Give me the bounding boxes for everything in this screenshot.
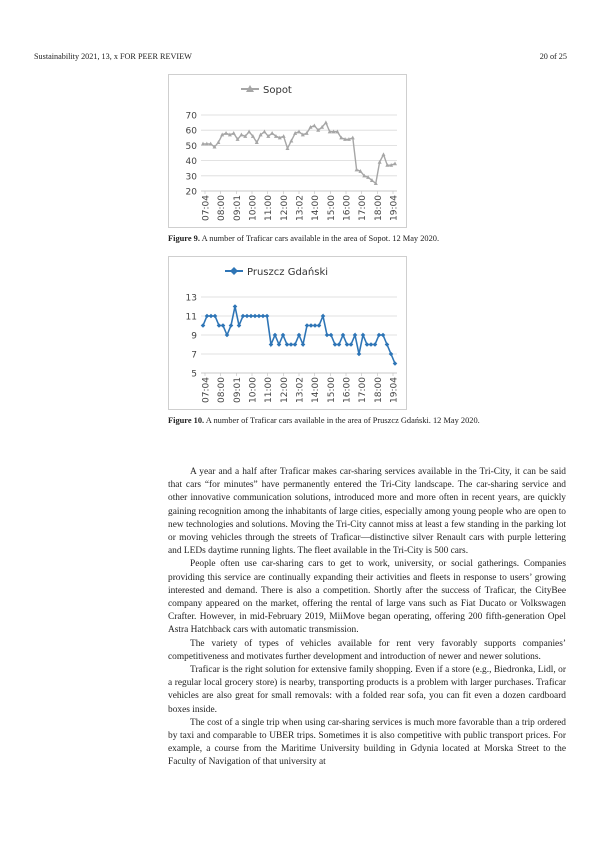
data-point [393, 361, 398, 366]
page-header [34, 52, 567, 66]
figure-10-label: Figure 10. [168, 416, 205, 425]
x-tick-label: 18:00 [373, 195, 384, 221]
x-tick-label: 11:00 [264, 377, 275, 403]
data-point [369, 342, 374, 347]
paragraph: A year and a half after Traficar makes car-sharing services available in the Tri-City, it can be said that cars “for minutes” have permanently entered the Tri-City landscape. The car-sharing service and other innovative communication solutions, introduced more and more often in recent years, are quickly gaining recognition among the inhabitants of large cities, especially among young people who are open to new technologies and solutions. Moving the Tri-City cannot miss at least a few standing in the parking lot or moving vehicles through the streets of Traficar—distinctive silver Renault cars with purple lettering and LEDs daytime running lights. The fleet available in the Tri-City is 500 cars. [168, 467, 566, 557]
y-tick-label: 11 [185, 312, 197, 323]
data-point [224, 131, 228, 135]
pruszcz-chart [168, 256, 407, 410]
data-point [273, 333, 278, 338]
x-tick-label: 19:04 [389, 377, 400, 403]
data-point [205, 314, 210, 319]
x-tick-label: 16:00 [342, 195, 353, 221]
data-point [377, 333, 382, 338]
x-tick-label: 15:00 [326, 195, 337, 221]
data-point [305, 323, 310, 328]
data-point [289, 342, 294, 347]
data-point [297, 333, 302, 338]
legend-label: Sopot [263, 85, 292, 96]
data-point [381, 333, 386, 338]
figure-9-text: A number of Traficar cars available in the area of Sopot. 12 May 2020. [199, 234, 440, 243]
paragraph: People often use car-sharing cars to get to work, university, or social gatherings. Companies providing this service are continually expanding their activities and fleets in response to users’ growing interested and demand. There is also a competition. Shortly after the success of Traficar, the CityBee company appeared on the market, offering the rental of large vans such as Fiat Ducato or Volkswagen Crafter. However, in mid-February 2019, MiiMove began operating, offering 200 fifth-generation Opel Astra Hatchback cars with automatic transmission. [168, 559, 566, 636]
data-point [253, 314, 258, 319]
data-point [261, 314, 266, 319]
data-point [233, 304, 238, 309]
y-tick-label: 20 [185, 187, 197, 198]
data-point [349, 342, 354, 347]
data-point [381, 152, 385, 156]
chart-svg [169, 257, 406, 409]
x-tick-label: 14:00 [311, 195, 322, 221]
x-tick-label: 09:01 [232, 195, 243, 221]
data-point [373, 342, 378, 347]
page-number: 20 of 25 [539, 52, 567, 61]
x-tick-label: 10:00 [248, 377, 259, 403]
x-tick-label: 16:00 [342, 377, 353, 403]
body-text [168, 466, 566, 770]
data-point [317, 323, 322, 328]
data-point [245, 314, 250, 319]
data-point [361, 333, 366, 338]
data-point [313, 323, 318, 328]
sopot-chart [168, 74, 407, 228]
x-tick-label: 13:02 [295, 195, 306, 221]
data-point [237, 323, 242, 328]
data-point [337, 342, 342, 347]
data-point [232, 131, 236, 135]
data-point [341, 333, 346, 338]
data-point [293, 342, 298, 347]
data-point [277, 342, 282, 347]
figure-10-text: A number of Traficar cars available in the area of Pruszcz Gdański. 12 May 2020. [204, 416, 480, 425]
x-tick-label: 13:02 [295, 377, 306, 403]
data-point [213, 314, 218, 319]
y-tick-label: 60 [185, 126, 197, 137]
y-tick-label: 50 [185, 141, 197, 152]
x-tick-label: 19:04 [389, 195, 400, 221]
y-tick-label: 9 [191, 331, 197, 342]
data-point [257, 314, 262, 319]
chart-legend [225, 266, 328, 278]
paragraph: The variety of types of vehicles available for rent very favorably supports companies’ competitiveness and motivates further development and introduction of newer and newer solutions. [168, 638, 566, 662]
data-point [385, 342, 390, 347]
paragraph: The cost of a single trip when using car-sharing services is much more favorable than a trip ordered by taxi and comparable to UBER trips. Sometimes it is also competitive with public transport prices. For example, a course from the Maritime University building in Gdynia located at Morska Street to the Faculty of Navigation of that university at [168, 717, 566, 768]
chart-svg [169, 75, 406, 227]
data-point [357, 352, 362, 357]
journal-citation: Sustainability 2021, 13, x FOR PEER REVIEW [34, 52, 192, 61]
data-point [312, 123, 316, 127]
data-point [217, 323, 222, 328]
data-point [329, 333, 334, 338]
data-point [281, 333, 286, 338]
x-tick-label: 15:00 [326, 377, 337, 403]
y-tick-label: 7 [191, 350, 197, 361]
y-tick-label: 30 [185, 172, 197, 183]
data-point [269, 342, 274, 347]
data-point [393, 161, 397, 165]
data-point [353, 333, 358, 338]
x-tick-label: 18:00 [373, 377, 384, 403]
x-tick-label: 09:01 [232, 377, 243, 403]
data-point [221, 323, 226, 328]
legend-marker [230, 267, 238, 275]
x-tick-label: 11:00 [264, 195, 275, 221]
data-point [229, 323, 234, 328]
chart-legend [241, 85, 292, 96]
data-point [301, 342, 306, 347]
figure-9-label: Figure 9. [168, 234, 200, 243]
data-point [321, 314, 326, 319]
data-point [209, 314, 214, 319]
x-tick-label: 17:00 [358, 195, 369, 221]
x-tick-label: 12:00 [279, 195, 290, 221]
data-point [285, 342, 290, 347]
data-point [351, 136, 355, 140]
x-tick-label: 17:00 [358, 377, 369, 403]
x-tick-label: 10:00 [248, 195, 259, 221]
data-point [201, 323, 206, 328]
x-tick-label: 14:00 [311, 377, 322, 403]
x-tick-label: 08:00 [217, 195, 228, 221]
data-point [389, 352, 394, 357]
data-point [355, 168, 359, 172]
y-tick-label: 13 [185, 293, 197, 304]
y-tick-label: 40 [185, 157, 197, 168]
data-point [241, 314, 246, 319]
data-point [225, 333, 230, 338]
x-tick-label: 07:04 [201, 377, 212, 403]
x-tick-label: 07:04 [201, 195, 212, 221]
data-point [282, 134, 286, 138]
data-point [365, 342, 370, 347]
data-point [325, 333, 330, 338]
paragraph: Traficar is the right solution for extensive family shopping. Even if a store (e.g., Biedronka, Lidl, or a regular local grocery store) is nearby, transporting products is a problem with larger purchases. Traficar vehicles are also great for small removals: with a folded rear sofa, you can fit even a dozen cardboard boxes inside. [168, 665, 566, 715]
data-point [309, 323, 314, 328]
x-tick-label: 12:00 [279, 377, 290, 403]
x-tick-label: 08:00 [217, 377, 228, 403]
data-point [324, 120, 328, 124]
data-point [249, 314, 254, 319]
data-point [345, 342, 350, 347]
data-point [265, 314, 270, 319]
y-tick-label: 5 [191, 369, 197, 380]
data-point [239, 133, 243, 137]
legend-label: Pruszcz Gdański [247, 267, 329, 278]
figure-9-caption [168, 234, 439, 243]
figure-10-caption [168, 416, 480, 425]
y-tick-label: 70 [185, 111, 197, 122]
data-point [333, 342, 338, 347]
data-point [270, 131, 274, 135]
